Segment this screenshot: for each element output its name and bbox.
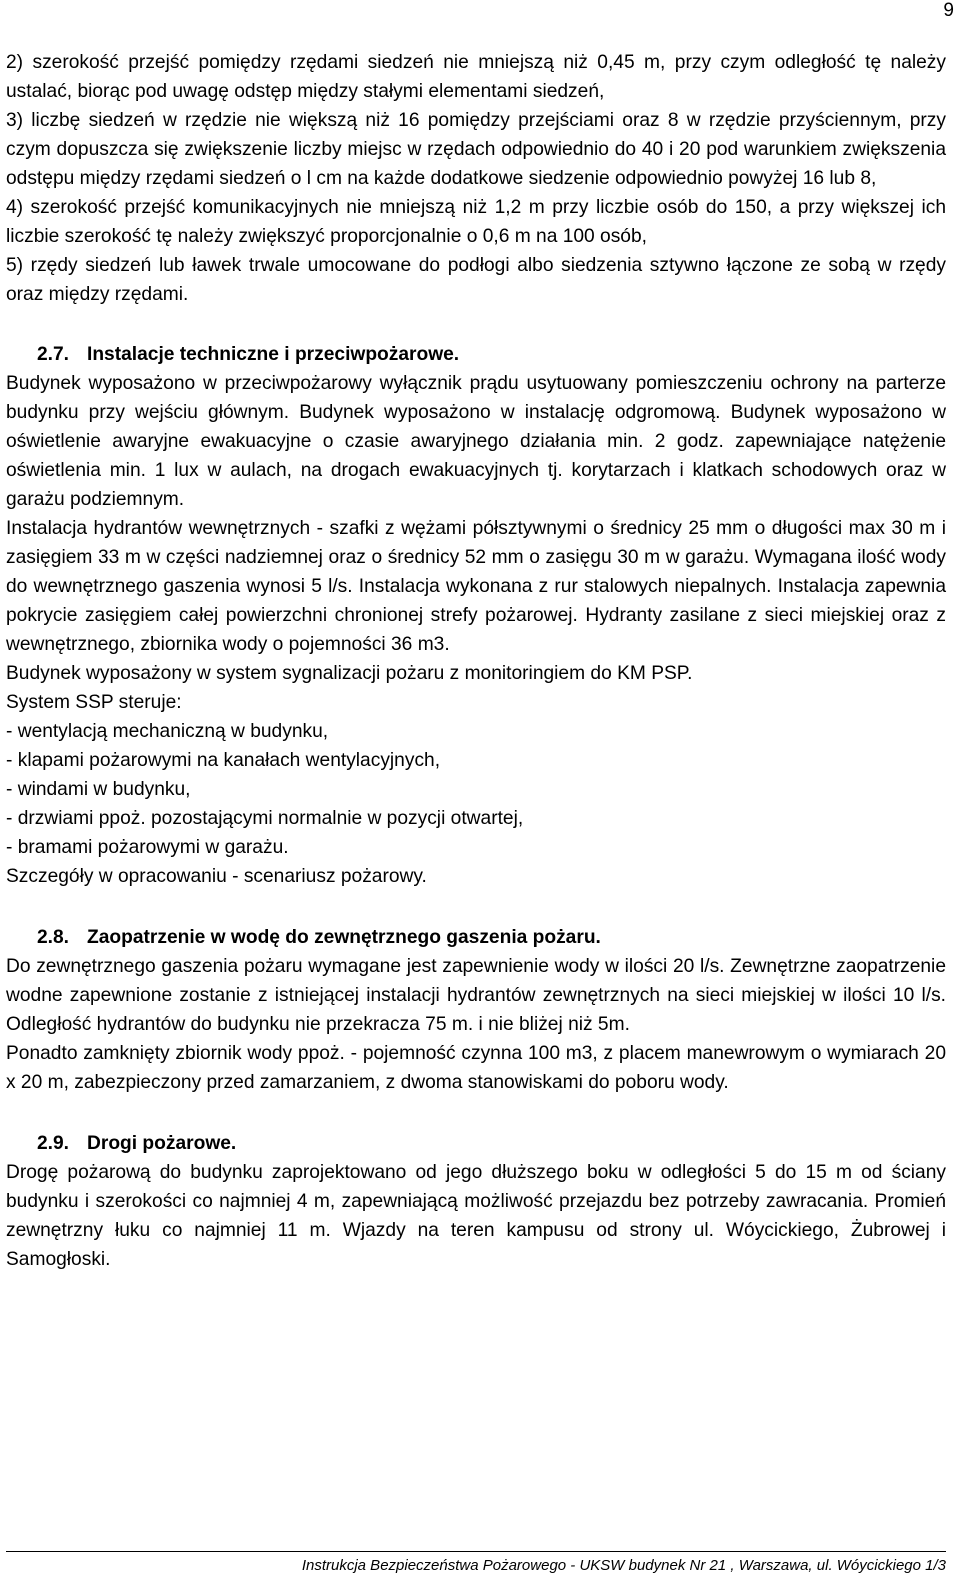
section-heading-2-8: [6, 923, 946, 952]
section-title: Instalacje techniczne i przeciwpożarowe.: [87, 344, 460, 365]
section-heading-2-7: [6, 340, 946, 369]
list-item: - windami w budynku,: [6, 779, 191, 800]
paragraph-details: Szczegóły w opracowaniu - scenariusz pożarowy.: [6, 866, 427, 887]
paragraph-ssp: Budynek wyposażony w system sygnalizacji pożaru z monitoringiem do KM PSP.: [6, 663, 693, 684]
footer-divider: [6, 1551, 946, 1552]
paragraph-electrical: Budynek wyposażono w przeciwpożarowy wyłącznik prądu usytuowany pomieszczeniu ochrony na parterze budynku przy wejściu głównym. Budynek wyposażono w instalację odgromową. Budynek wyposażono w oświetlenie awaryjne ewakuacyjne o czasie awaryjnego działania min. 2 godz. zapewniające natężenie oświetlenia min. 1 lux w aulach, na drogach ewakuacyjnych tj. korytarzach i klatkach schodowych oraz w garażu podziemnym.: [6, 373, 946, 510]
section-number: 2.7.: [37, 344, 70, 365]
document-body: [6, 48, 946, 1274]
section-title: Zaopatrzenie w wodę do zewnętrznego gaszenia pożaru.: [87, 927, 601, 948]
list-item: - klapami pożarowymi na kanałach wentylacyjnych,: [6, 750, 441, 771]
paragraph-fire-roads: Drogę pożarową do budynku zaprojektowano od jego dłuższego boku w odległości 5 do 15 m od ściany budynku i szerokości co najmniej 4 m, zapewniającą możliwość przejazdu bez potrzeby zawracania. Promień zewnętrzny łuku co najmniej 11 m. Wjazdy na teren kampusu od strony ul. Wóycickiego, Żubrowej i Samogłoski.: [6, 1162, 946, 1270]
list-item-2: 2) szerokość przejść pomiędzy rzędami siedzeń nie mniejszą niż 0,45 m, przy czym odległość tę należy ustalać, biorąc pod uwagę odstęp między stałymi elementami siedzeń,: [6, 52, 946, 102]
section-number: 2.8.: [37, 927, 70, 948]
list-item-5: 5) rzędy siedzeń lub ławek trwale umocowane do podłogi albo siedzenia sztywno łączone ze sobą w rzędy oraz między rzędami.: [6, 255, 946, 305]
paragraph-hydrants: Instalacja hydrantów wewnętrznych - szafki z wężami półsztywnymi o średnicy 25 mm o długości max 30 m i zasięgiem 33 m w części nadziemnej oraz o średnicy 52 mm o zasięgu 30 m w garażu. Wymagana ilość wody do wewnętrznego gaszenia wynosi 5 l/s. Instalacja wykonana z rur stalowych niepalnych. Instalacja zapewnia pokrycie zasięgiem całej powierzchni chronionej strefy pożarowej. Hydranty zasilane z sieci miejskiej oraz z wewnętrznego, zbiornika wody o pojemności 36 m3.: [6, 518, 946, 655]
list-item: - drzwiami ppoż. pozostającymi normalnie w pozycji otwartej,: [6, 808, 524, 829]
section-number: 2.9.: [37, 1133, 70, 1154]
list-item: - bramami pożarowymi w garażu.: [6, 837, 289, 858]
paragraph-water-tank: Ponadto zamknięty zbiornik wody ppoż. - pojemność czynna 100 m3, z placem manewrowym o wymiarach 20 x 20 m, zabezpieczony przed zamarzaniem, z dwoma stanowiskami do poboru wody.: [6, 1043, 946, 1093]
list-item-4: 4) szerokość przejść komunikacyjnych nie mniejszą niż 1,2 m przy liczbie osób do 150, a przy większej ich liczbie szerokość tę należy zwiększyć proporcjonalnie o 0,6 m na 100 osób,: [6, 197, 946, 247]
list-item-3: 3) liczbę siedzeń w rzędzie nie większą niż 16 pomiędzy przejściami oraz 8 w rzędzie przyściennym, przy czym dopuszcza się zwiększenie liczby miejsc w rzędach odpowiednio do 40 i 20 pod warunkiem zwiększenia odstępu między rzędami siedzeń o l cm na każde dodatkowe siedzenie odpowiednio powyżej 16 lub 8,: [6, 110, 946, 189]
paragraph-water-supply: Do zewnętrznego gaszenia pożaru wymagane jest zapewnienie wody w ilości 20 l/s. Zewnętrzne zaopatrzenie wodne zapewnione zostanie z istniejącej instalacji hydrantów zewnętrznych na sieci miejskiej w ilości 10 l/s. Odległość hydrantów do budynku nie przekracza 75 m. i nie bliżej niż 5m.: [6, 956, 946, 1035]
section-title: Drogi pożarowe.: [87, 1133, 237, 1154]
page-number: 9: [943, 0, 954, 21]
paragraph-ssp-controls: System SSP steruje:: [6, 692, 182, 713]
section-heading-2-9: [6, 1129, 946, 1158]
page-footer: Instrukcja Bezpieczeństwa Pożarowego - UKSW budynek Nr 21 , Warszawa, ul. Wóycickiego 1/3: [301, 1557, 946, 1574]
list-item: - wentylacją mechaniczną w budynku,: [6, 721, 329, 742]
